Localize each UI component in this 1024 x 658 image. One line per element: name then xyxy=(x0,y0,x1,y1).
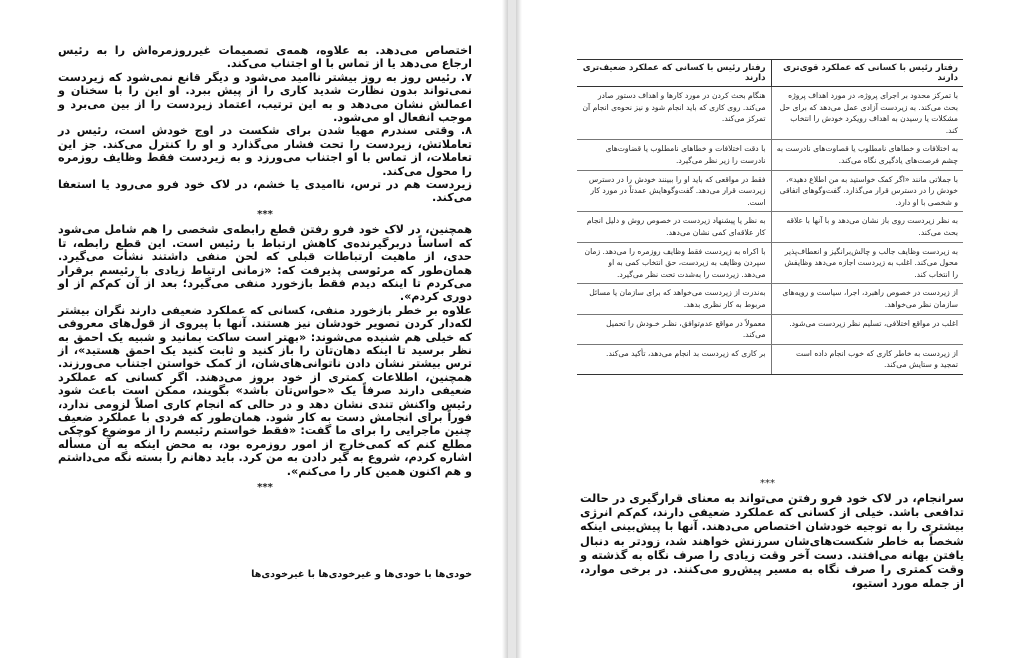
header-weak-performers: رفتار رئیس با کسانی که عملکرد ضعیف‌تری دارند xyxy=(577,60,771,87)
section-separator: *** xyxy=(257,208,273,220)
paragraph: همچنین، در لاک خود فرو رفتن قطع رابطه‌ی شخصی را هم شامل می‌شود که اساساً دربرگیرنده‌ی کاهش ارتباط با رئیس است. این قطع رابطه، تا حدی، از ماهیت ارتباطات قبلی که لحن منفی داشتند نشأت می‌گیرد. همان‌طور که مرئوسی پذیرفت که: «زمانی ارتباط زیادی با رئیسم برقرار می‌کردم تا اینکه دیدم فقط بازخورد منفی می‌گیرد؛ بعد از آن کم‌کم از او دوری کردم». xyxy=(58,223,472,304)
comparison-table xyxy=(577,59,963,375)
table-row xyxy=(577,140,963,170)
table-row xyxy=(577,314,963,344)
cell-strong: به زیردست وظایف جالب و چالش‌برانگیز و انعطاف‌پذیر محول می‌کند. اغلب به زیردست اجازه می‌دهد وظایفش را انتخاب کند. xyxy=(771,242,963,284)
left-page-body xyxy=(58,44,472,496)
cell-weak: هنگام بحث کردن در مورد کارها و اهداف دستور صادر می‌کند. روی کاری که باید انجام شود و نیز نحوه‌ی انجام آن تمرکز می‌کند. xyxy=(577,87,771,140)
table-row xyxy=(577,242,963,284)
cell-weak: بر کاری که زیردست بد انجام می‌دهد، تأکید می‌کند. xyxy=(577,344,771,374)
section-separator: *** xyxy=(760,478,775,489)
left-page xyxy=(0,0,508,658)
cell-strong: از زیردست در خصوص راهبرد، اجرا، سیاست و رویه‌های سازمان نظر می‌خواهد. xyxy=(771,284,963,314)
table-header-row xyxy=(577,60,963,87)
cell-weak: به‌ندرت از زیردست می‌خواهد که برای سازمان یا مسائل مربوط به کار نظری بدهد. xyxy=(577,284,771,314)
table-row xyxy=(577,284,963,314)
paragraph: ۸. وقتی سندرم مهیا شدن برای شکست در اوج خودش است، رئیس در تعاملاتش، زیردست را تحت فشار می‌گذارد و او را کنترل می‌کند. جز این تعاملات، از تماس با او اجتناب می‌ورزد و به زیردست فقط وظایف روزمره را محول می‌کند. xyxy=(58,124,472,178)
cell-weak: با اکراه به زیردست فقط وظایف روزمره را می‌دهد. زمان سپردن وظایف به زیردست، حق انتخاب کمی به او می‌دهد. زیردست را به‌شدت تحت نظر می‌گیرد. xyxy=(577,242,771,284)
section-heading: خودی‌ها با خودی‌ها و غیرخودی‌ها با غیرخودی‌ها xyxy=(251,569,472,580)
cell-strong: به اختلافات و خطاهای نامطلوب یا قصاوت‌های نادرست به چشم فرصت‌های یادگیری نگاه می‌کند. xyxy=(771,140,963,170)
cell-strong: از زیردست به خاطر کاری که خوب انجام داده است تمجید و ستایش می‌کند. xyxy=(771,344,963,374)
cell-weak: معمولاً در مواقع عدم‌توافق، نظـر خـودش را تحمیل می‌کند. xyxy=(577,314,771,344)
table-row xyxy=(577,87,963,140)
table-row xyxy=(577,170,963,212)
paragraph: ۷. رئیس روز به روز بیشتر ناامید می‌شود و دیگر قانع نمی‌شود که زیردست نمی‌تواند بدون نظارت شدید کاری را از پیش ببرد. او این را با سخنان و اعمالش نشان می‌دهد و به این ترتیب، اعتماد زیردست را از بین می‌برد و موجب انفعال او می‌شود. xyxy=(58,70,472,125)
header-strong-performers: رفتار رئیس با کسانی که عملکرد قوی‌تری دارند xyxy=(771,60,963,87)
section-separator: *** xyxy=(257,482,273,493)
cell-strong: به نظر زیردست روی باز نشان می‌دهد و با آنها با علاقه بحث می‌کند. xyxy=(771,212,963,242)
table-row xyxy=(577,212,963,242)
cell-weak: به نظر یا پیشنهاد زیردست در خصوص روش و دلیل انجام کار علاقه‌ای کمی نشان می‌دهد. xyxy=(577,212,771,242)
cell-strong: با تمرکز محدود بر اجرای پروژه، در مورد اهداف پروژه بحث می‌کند. به زیردست آزادی عمل می‌دهد که برای حل مشکلات یا رسیدن به اهداف رویکرد خودش را انتخاب کند. xyxy=(771,87,963,140)
cell-weak: با دقت اختلافات و خطاهای نامطلوب یا قضاوت‌های نادرست را زیر نظر می‌گیرد. xyxy=(577,140,771,170)
paragraph: علاوه بر خطر بازخورد منفی، کسانی که عملکرد ضعیفی دارند نگران بیشتر لکه‌دار کردن تصویر خودشان نیز هستند. آنها با پیروی از قول‌های معروفی که خیلی هم شنیده می‌شوند: «بهتر است ساکت بمانید و شبیه یک احمق به نظر برسید تا اینکه دهان‌تان را باز کنید و ثابت کنید یک احمق هستید»، از ترس بیشتر نشان دادن ناتوانی‌های‌شان، از کمک خواستن اجتناب می‌ورزند. همچنین، اطلاعات کمتری از خود بروز می‌دهند. اگر کسانی که عملکرد ضعیفی دارند صرفاً یک «حواس‌تان باشد» بگویند، ممکن است باعث شود رئیس واکنش تندی نشان دهد و در حالی که انجام کاری اصلاً لزومی ندارد، فوراً برای انجامش دست به کار شود. همان‌طور که فردی با عملکرد ضعیف چنین ماجرایی را برای ما گفت: «فقط خواستم رئیسم را از موضوع کوچکی مطلع کنم که کمی‌خارج از امور روزمره بود، به محض اینکه به آن مسأله اشاره کردم، شروع به گیر دادن به من کرد. باید دهانم را بسته نگه می‌داشتم و هم اکنون همین کار را می‌کنم». xyxy=(58,303,472,478)
right-page-body xyxy=(580,491,964,590)
gutter-shadow xyxy=(516,0,522,658)
cell-strong: با جملاتی مانند «اگر کمک خواستید به من اطلاع دهید»، خودش را در دسترس قرار می‌گذارد. گفت‌وگوهای اتفاقی و شخصی با او دارد. xyxy=(771,170,963,212)
paragraph: سرانجام، در لاک خود فرو رفتن می‌تواند به معنای قرارگیری در حالت تدافعی باشد. خیلی از کسانی که عملکرد ضعیفی دارند، کم‌کم انرژی بیشتری را به توجیه خودشان اختصاص می‌دهند. آنها با پیش‌بینی اینکه شخصاً به خاطر شکست‌های‌شان سرزنش خواهند شد، زودتر به دنبال یافتن بهانه می‌افتند. دست آخر وقت زیادی را صرف نگاه به گذشته و وقت کمتری را صرف نگاه به مسیر پیش‌رو می‌کنند. در برخی موارد، از جمله مورد استیو، xyxy=(580,491,964,591)
gutter-shadow xyxy=(502,0,508,658)
table-row xyxy=(577,344,963,374)
paragraph: زیردست هم در ترس، ناامیدی یا خشم، در لاک خود فرو می‌رود یا استعفا می‌کند. xyxy=(58,178,472,205)
paragraph: اختصاص می‌دهد. به علاوه، همه‌ی تصمیمات غیرروزمره‌اش را به رئیس ارجاع می‌دهد یا از تماس با او اجتناب می‌کند. xyxy=(58,44,472,71)
cell-weak: فقط در مواقعی که باید او را ببینند خودش را در دسترس زیردست قرار می‌دهد. گفت‌وگوهایش عمدتاً در مورد کار است. xyxy=(577,170,771,212)
cell-strong: اغلب در مواقع اختلافی، تسلیم نظر زیردست می‌شود. xyxy=(771,314,963,344)
